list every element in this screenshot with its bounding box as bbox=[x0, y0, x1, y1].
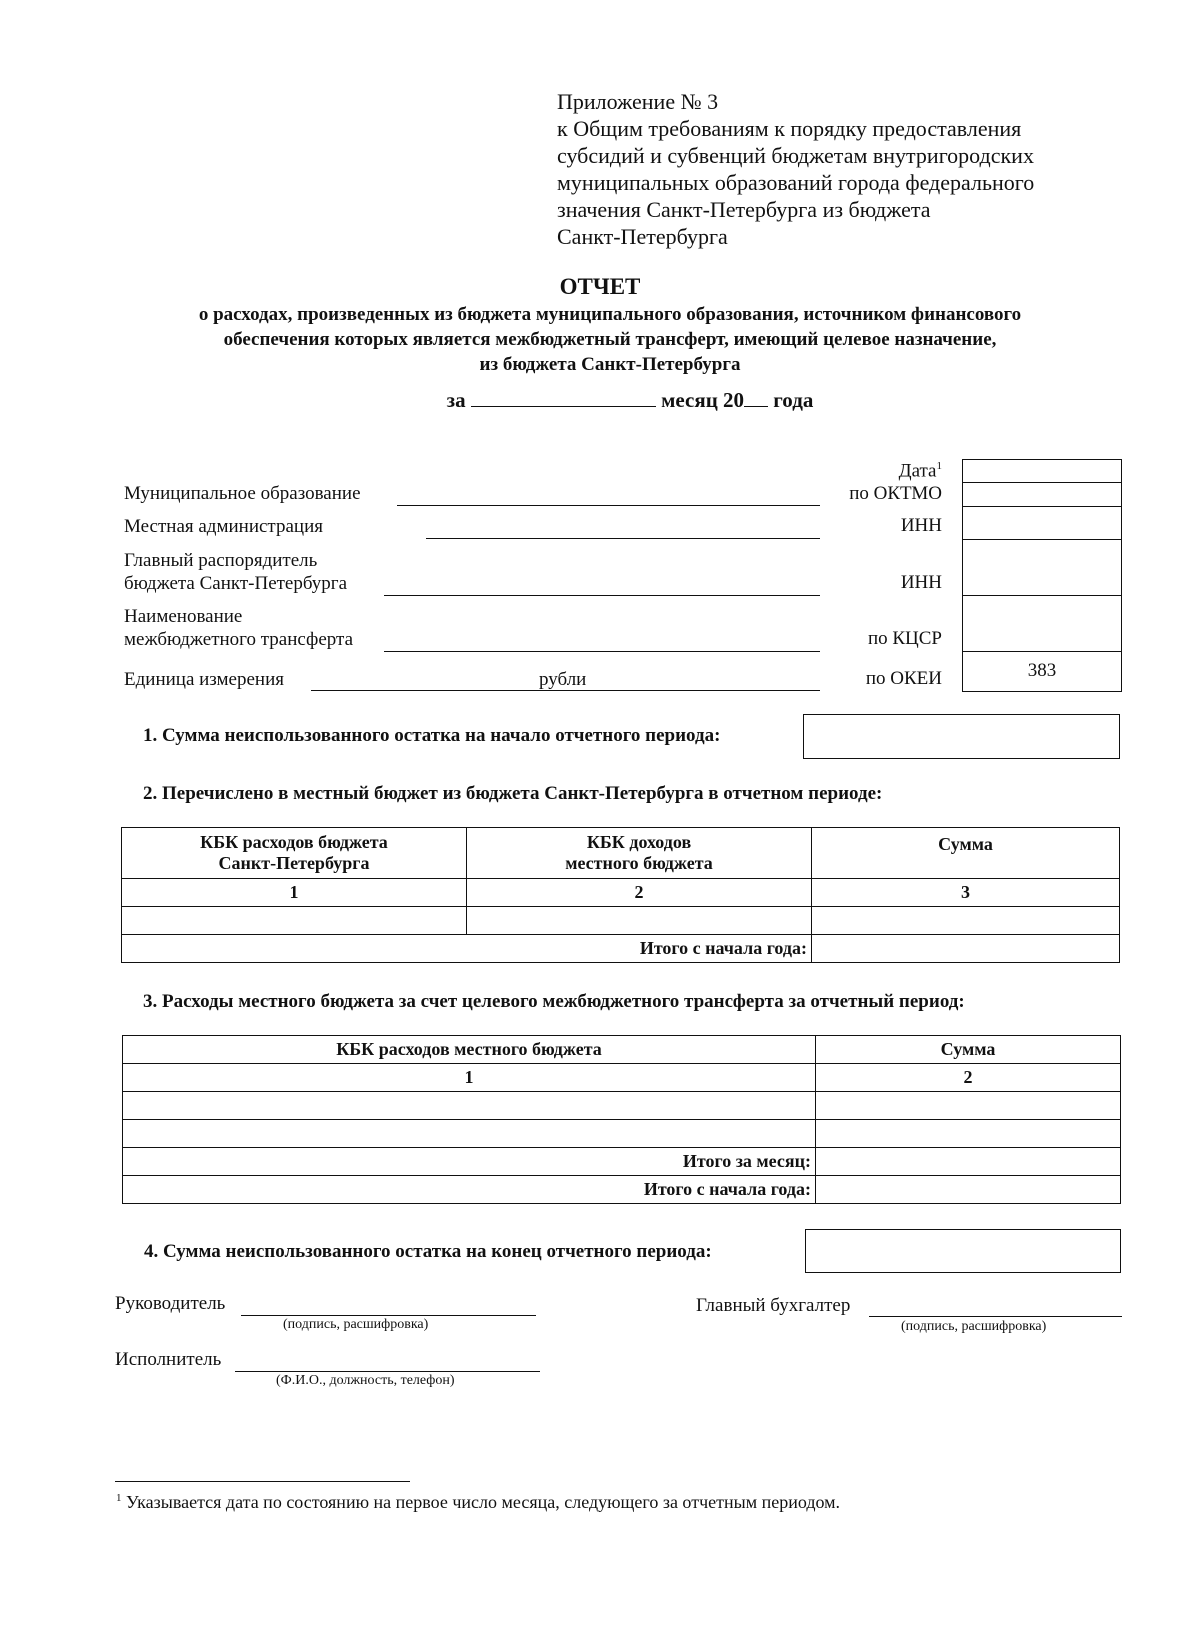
accountant-signature-hint: (подпись, расшифровка) bbox=[901, 1319, 1047, 1334]
report-period bbox=[0, 388, 1200, 413]
footnote-text: Указывается дата по состоянию на первое число месяца, следующего за отчетным периодом. bbox=[126, 1492, 841, 1512]
report-title: ОТЧЕТ bbox=[559, 274, 641, 299]
section2-heading: 2. Перечислено в местный бюджет из бюджета Санкт-Петербурга в отчетном периоде: bbox=[143, 783, 883, 804]
column-number: 3 bbox=[812, 879, 1120, 907]
chief-distributor-field[interactable] bbox=[384, 595, 820, 596]
unit-label: Единица измерения bbox=[124, 669, 284, 690]
column-number: 1 bbox=[123, 1064, 816, 1092]
section2-table bbox=[121, 827, 1120, 963]
section1-amount-box[interactable] bbox=[803, 714, 1120, 759]
header-line: местного бюджета bbox=[565, 853, 713, 873]
inn1-label: ИНН bbox=[900, 515, 942, 536]
section2-total-ytd-cell[interactable] bbox=[812, 935, 1120, 963]
municipality-label: Муниципальное образование bbox=[124, 483, 361, 504]
section2-kbk-income-cell[interactable] bbox=[467, 907, 812, 935]
section2-col2-header bbox=[467, 828, 812, 879]
section3-total-month-cell[interactable] bbox=[816, 1148, 1121, 1176]
inn2-label: ИНН bbox=[900, 572, 942, 593]
year-input[interactable] bbox=[744, 388, 768, 407]
administration-label: Местная администрация bbox=[124, 516, 323, 537]
section3-col2-header: Сумма bbox=[816, 1036, 1121, 1064]
date-text: Дата bbox=[898, 460, 937, 482]
administration-field[interactable] bbox=[426, 538, 820, 539]
head-label: Руководитель bbox=[115, 1293, 226, 1314]
inn1-cell[interactable] bbox=[963, 507, 1121, 540]
header-line: КБК доходов bbox=[586, 832, 692, 852]
section3-total-month-label: Итого за месяц: bbox=[123, 1148, 816, 1176]
inn2-cell[interactable] bbox=[963, 540, 1121, 596]
section2-col3-header: Сумма bbox=[812, 828, 1120, 879]
section3-kbk-cell[interactable] bbox=[123, 1120, 816, 1148]
section3-heading: 3. Расходы местного бюджета за счет целевого межбюджетного трансферта за отчетный период: bbox=[143, 991, 965, 1012]
chief-distributor-line: бюджета Санкт-Петербурга bbox=[124, 573, 348, 594]
transfer-name-line: Наименование bbox=[124, 606, 243, 627]
report-subtitle bbox=[110, 302, 1110, 377]
section3-amount-cell[interactable] bbox=[816, 1120, 1121, 1148]
section4-amount-box[interactable] bbox=[805, 1229, 1121, 1273]
subtitle-line: о расходах, произведенных из бюджета муниципального образования, источником финансового bbox=[198, 304, 1022, 325]
section1-heading: 1. Сумма неиспользованного остатка на начало отчетного периода: bbox=[143, 725, 721, 746]
section3-total-ytd-cell[interactable] bbox=[816, 1176, 1121, 1204]
head-signature-hint: (подпись, расшифровка) bbox=[283, 1317, 429, 1332]
footnote-mark: 1 bbox=[116, 1492, 122, 1504]
okei-cell: 383 bbox=[1027, 660, 1057, 681]
period-prefix: за bbox=[446, 388, 466, 412]
transfer-name-field[interactable] bbox=[384, 651, 820, 652]
oktmo-label: по ОКТМО bbox=[849, 483, 942, 504]
section3-col1-header: КБК расходов местного бюджета bbox=[123, 1036, 816, 1064]
section2-col1-header bbox=[122, 828, 467, 879]
date-label bbox=[880, 460, 942, 482]
kcsr-label: по КЦСР bbox=[867, 628, 942, 649]
section3-kbk-cell[interactable] bbox=[123, 1092, 816, 1120]
column-number: 1 bbox=[122, 879, 467, 907]
appendix-line: значения Санкт-Петербурга из бюджета bbox=[557, 197, 931, 222]
codes-box bbox=[962, 459, 1122, 692]
oktmo-cell[interactable] bbox=[963, 483, 1121, 507]
appendix-line: к Общим требованиям к порядку предоставления bbox=[557, 116, 1022, 141]
chief-distributor-line: Главный распорядитель bbox=[124, 550, 318, 571]
okei-label: по ОКЕИ bbox=[865, 668, 942, 689]
section3-total-ytd-label: Итого с начала года: bbox=[123, 1176, 816, 1204]
section3-amount-cell[interactable] bbox=[816, 1092, 1121, 1120]
section3-table bbox=[122, 1035, 1121, 1204]
executor-label: Исполнитель bbox=[115, 1349, 222, 1370]
transfer-name-label bbox=[124, 605, 353, 651]
appendix-line: субсидий и субвенций бюджетам внутригородских bbox=[557, 143, 1034, 168]
period-year-word: года bbox=[773, 388, 814, 412]
section4-heading: 4. Сумма неиспользованного остатка на конец отчетного периода: bbox=[144, 1241, 712, 1262]
unit-value: рубли bbox=[539, 669, 587, 690]
accountant-signature-field[interactable] bbox=[869, 1316, 1122, 1317]
appendix-line: Санкт-Петербурга bbox=[557, 224, 728, 249]
municipality-field[interactable] bbox=[397, 505, 820, 506]
header-line: Санкт-Петербурга bbox=[218, 853, 370, 873]
subtitle-line: из бюджета Санкт-Петербурга bbox=[479, 354, 741, 375]
transfer-name-line: межбюджетного трансферта bbox=[124, 629, 354, 650]
chief-distributor-label bbox=[124, 549, 347, 595]
accountant-label: Главный бухгалтер bbox=[696, 1295, 851, 1316]
subtitle-line: обеспечения которых является межбюджетный трансферт, имеющий целевое назначение, bbox=[223, 329, 997, 350]
column-number: 2 bbox=[816, 1064, 1121, 1092]
date-cell[interactable] bbox=[963, 460, 1121, 483]
date-footnote-mark: 1 bbox=[936, 460, 942, 472]
section2-kbk-expense-cell[interactable] bbox=[122, 907, 467, 935]
header-line: КБК расходов бюджета bbox=[200, 832, 388, 852]
executor-field[interactable] bbox=[235, 1371, 540, 1372]
footnote bbox=[116, 1492, 840, 1513]
section2-total-ytd-label: Итого с начала года: bbox=[122, 935, 812, 963]
month-input[interactable] bbox=[471, 388, 656, 407]
head-signature-field[interactable] bbox=[241, 1315, 536, 1316]
period-month-word: месяц 20 bbox=[661, 388, 745, 412]
appendix-line: муниципальных образований города федерального bbox=[557, 170, 1035, 195]
executor-hint: (Ф.И.О., должность, телефон) bbox=[276, 1373, 455, 1388]
footnote-divider bbox=[115, 1481, 410, 1482]
kcsr-cell[interactable] bbox=[963, 596, 1121, 652]
appendix-line: Приложение № 3 bbox=[557, 89, 719, 114]
section2-amount-cell[interactable] bbox=[812, 907, 1120, 935]
appendix-header bbox=[557, 88, 1117, 250]
column-number: 2 bbox=[467, 879, 812, 907]
